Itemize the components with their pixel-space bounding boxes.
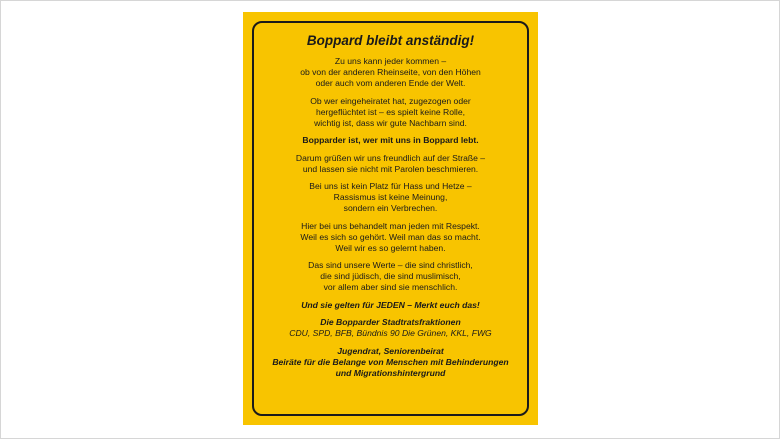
signatories-council <box>258 317 523 339</box>
paragraph-1-line: oder auch vom anderen Ende der Welt. <box>315 78 466 88</box>
paragraph-1 <box>258 56 523 89</box>
paragraph-2-line: hergeflüchtet ist – es spielt keine Rolle, <box>315 106 466 117</box>
paragraph-6-line: Hier bei uns behandelt man jeden mit Respekt. <box>301 220 480 231</box>
paragraph-7-line: Das sind unsere Werte – die sind christlich, <box>308 260 473 270</box>
council-parties: CDU, SPD, BFB, Bündnis 90 Die Grünen, KKL, FWG <box>289 328 492 338</box>
paragraph-1-line: ob von der anderen Rheinseite, von den Höhen <box>300 67 481 77</box>
paragraph-7-line: die sind jüdisch, die sind muslimisch, <box>320 271 461 281</box>
poster <box>243 12 538 425</box>
paragraph-5 <box>258 181 523 214</box>
paragraph-5-line: Bei uns ist kein Platz für Hass und Hetze – <box>309 181 472 191</box>
paragraph-5-line: Rassismus ist keine Meinung, <box>333 192 448 202</box>
paragraph-2-line: Ob wer eingeheiratet hat, zugezogen oder <box>310 95 471 106</box>
poster-border <box>252 21 529 416</box>
paragraph-2-line: wichtig ist, dass wir gute Nachbarn sind. <box>314 117 467 128</box>
paragraph-8-line: Und sie gelten für JEDEN – Merkt euch das! <box>301 299 480 310</box>
paragraph-6-line: Weil es sich so gehört. Weil man das so macht. <box>300 231 481 242</box>
paragraph-4-line: Darum grüßen wir uns freundlich auf der Straße – <box>295 152 486 163</box>
paragraph-1-line: Zu uns kann jeder kommen – <box>334 56 447 66</box>
paragraph-6 <box>258 221 523 254</box>
paragraph-4-line: und lassen sie nicht mit Parolen beschmieren. <box>302 163 479 174</box>
paragraph-3 <box>258 135 523 146</box>
paragraph-3-line: Bopparder ist, wer mit uns in Boppard lebt. <box>302 135 479 145</box>
paragraph-7 <box>258 260 523 293</box>
councils-line: Jugendrat, Seniorenbeirat <box>337 345 444 356</box>
poster-title: Boppard bleibt anständig! <box>306 33 475 48</box>
paragraph-4 <box>258 153 523 175</box>
paragraph-8 <box>258 300 523 311</box>
paragraph-2 <box>258 96 523 129</box>
council-title: Die Bopparder Stadtratsfraktionen <box>320 317 461 327</box>
councils-line: und Migrationshintergrund <box>335 367 446 378</box>
paragraph-7-line: vor allem aber sind sie menschlich. <box>323 282 458 292</box>
signatories-councils <box>258 346 523 379</box>
paragraph-5-line: sondern ein Verbrechen. <box>343 203 438 213</box>
councils-line: Beiräte für die Belange von Menschen mit Behinderungen <box>272 356 509 367</box>
paragraph-6-line: Weil wir es so gelernt haben. <box>335 242 446 253</box>
